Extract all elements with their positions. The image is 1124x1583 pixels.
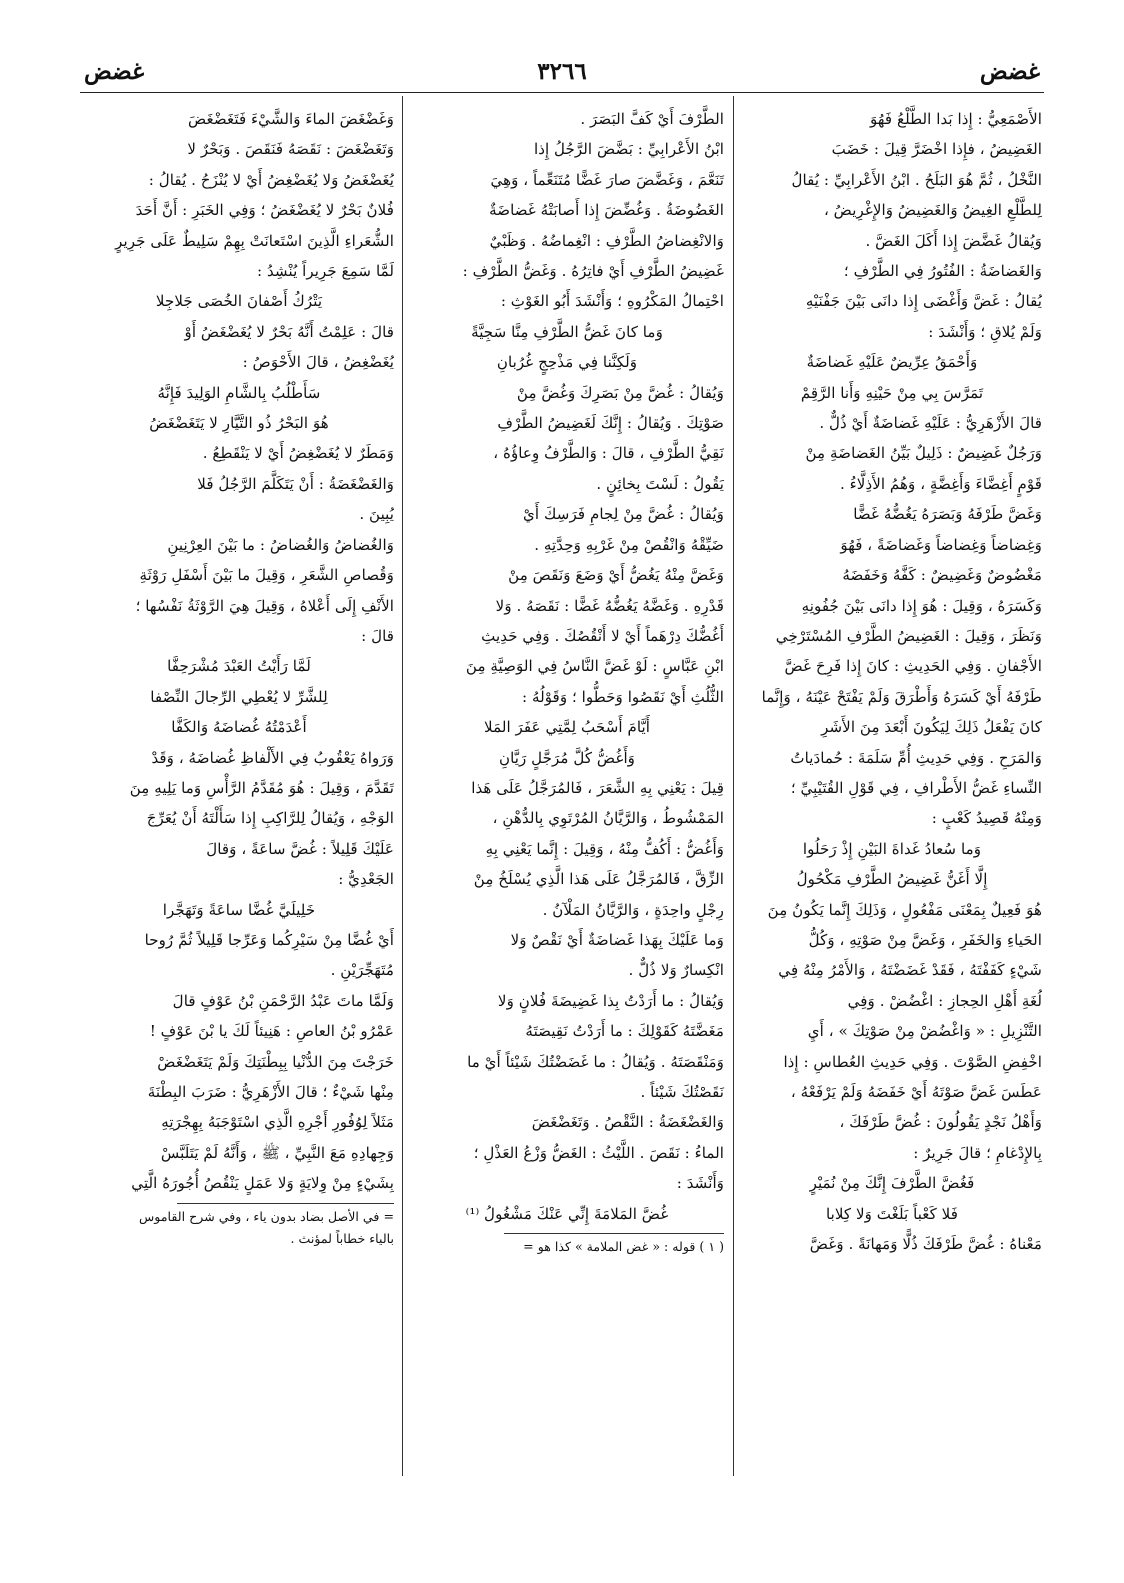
text-line: هُوَ البَحْرُ ذُو التَّيَّارِ لا يَتَغَضْغَضُ — [149, 414, 329, 433]
text-line: وَلَكِنَّنا فِي مَذْحِجٍ غُرُبانِ — [496, 353, 638, 372]
text-line: ابْنُ الأَعْرابِيِّ : بَضَّضَ الرَّجُلُ إِذا — [533, 140, 724, 159]
header-rule — [80, 92, 1044, 93]
text-line: تَقَدَّمَ ، وَقِيلَ : هُوَ مُقَدَّمُ الرَّأْسِ وَما يَلِيهِ مِنَ — [129, 778, 394, 797]
text-line: نَقِيُّ الطَّرْفِ ، قالَ : وَالطَّرْفُ وِعاؤُهُ ، — [493, 444, 724, 463]
text-line: اخْفِضِ الصَّوْتَ . وَفِي حَدِيثِ العُطاسِ : إِذا — [783, 1052, 1042, 1071]
column-middle — [410, 104, 724, 1258]
text-line: غُضَّ المَلامَةَ إِنِّي عَنْكَ مَشْغُولُ ⁽¹⁾ — [465, 1204, 669, 1223]
text-line: وَيُقالُ غَضَّضَ إِذا أَكَلَ الغَضَّ . — [865, 231, 1042, 250]
text-line: الماءُ : نَقَصَ . اللَّيْثُ : الغَضُّ وَزْعُ العَذْلِ ؛ — [473, 1143, 724, 1162]
text-line: المَمْشُوطُ ، وَالرَّيَّانُ المُرْتَوِي بِالدُّهْنِ ، — [492, 809, 724, 828]
text-line: وَما عَلَيْكَ بِهَذا غَضاضَةٌ أَيْ نَقْصٌ وَلا — [510, 930, 724, 949]
text-line: أَيَّامَ أَسْحَبُ لِمَّتِي عَفَرَ المَلا — [484, 718, 650, 737]
text-line: لَمَّا رَأَيْتُ العَبْدَ مُشْرَحِفَّا — [167, 657, 311, 676]
text-line: مَثَلاً لِوُفُورِ أَجْرِهِ الَّذِي اسْتَوْجَبَهُ بِهِجْرَتِهِ — [161, 1113, 394, 1132]
text-line: تَنَعَّمَ ، وَغَضَّضَ صارَ غَضًّا مُتَنَعِّماً ، وَهِيَ — [490, 170, 724, 189]
text-line: كانَ يَفْعَلُ ذَلِكَ لِيَكُونَ أَبْعَدَ مِنَ الأَشَرِ — [821, 718, 1042, 737]
text-line: وَيُقالُ : غُضَّ مِنْ بَصَرِكَ وَغُضَّ مِنْ — [516, 383, 724, 402]
column-right — [742, 104, 1042, 1259]
text-line: مَعْناهُ : غُضَّ طَرْفَكَ ذُلًّا وَمَهانَةً . وَغَضَّ — [809, 1235, 1042, 1254]
text-line: عَمْرُو بْنُ العاصِ : هَنِيئاً لَكَ يا بْنَ عَوْفٍ ! — [149, 1022, 394, 1041]
text-line: يُغَضْغِضُ ، قالَ الأَحْوَصُ : — [242, 353, 394, 372]
text-line: الوَجْهِ ، وَيُقالُ لِلرَّاكِبِ إِذا سَأَلْتَهُ أَنْ يُعَرِّجَ — [146, 809, 394, 828]
text-line: وَكَسَرَهُ ، وَقِيلَ : هُوَ إِذا دانَى بَيْنَ جُفُونِهِ — [801, 596, 1042, 615]
text-line: وَالانْغِضاضُ الطَّرْفِ : انْغِماضُهُ . وَظَبْيٌ — [489, 231, 724, 250]
text-line: الطَّرْفَ أَيْ كَفَّ البَصَرَ . — [580, 110, 724, 128]
text-line: وَما سُعادُ غَداةَ البَيْنِ إِذْ رَحَلُوا — [802, 839, 982, 858]
text-line: إِلَّا أَغَنُّ غَضِيضُ الطَّرْفِ مَكْحُولُ — [796, 870, 988, 889]
text-line: الأَنْفِ إِلَى أَعْلاهُ ، وَقِيلَ هِيَ الرَّوْثَةُ نَفْسُها ؛ — [135, 596, 394, 615]
text-line: وَغِضاضاً وَغِضاضاً وَغَضاضَةً ، فَهُوَ — [840, 535, 1042, 554]
text-line: أَغُضُّكَ دِرْهَماً أَيْ لا أَنْقُصُكَ . وَفِي حَدِيثِ — [481, 626, 724, 645]
footnote-rule — [177, 1203, 394, 1204]
text-line: تَمَرَّسَ بِي مِنْ حَيْنِهِ وَأَنا الرَّقِمْ — [800, 383, 984, 402]
text-line: عَلَيْكَ قَلِيلاً : غُضَّ ساعَةً ، وَقالَ — [206, 839, 394, 858]
text-line: عَطَسَ غَضَّ صَوْتَهُ أَيْ خَفَضَهُ وَلَمْ يَرْفَعْهُ ، — [790, 1083, 1042, 1101]
text-line: فَلا كَعْباً بَلَغْتَ وَلا كِلابا — [825, 1204, 959, 1223]
text-line: وَمِنْهُ قَصِيدُ كَعْبٍ : — [931, 809, 1042, 828]
text-line: طَرْفَهُ أَيْ كَسَرَهُ وَأَطْرَقَ وَلَمْ يَفْتَحْ عَيْنَهُ ، وَإِنَّما — [761, 687, 1042, 706]
text-line: النَّخْلُ ، ثُمَّ هُوَ البَلَحُ . ابْنُ الأَعْرابِيِّ : يُقالُ — [791, 170, 1042, 189]
text-line: وَلَمْ يُلاقِ ؛ وَأَنْشَدَ : — [928, 322, 1042, 341]
text-line: نَقَصْتُكَ شَيْئاً . — [640, 1083, 724, 1101]
text-line: وَيُقالُ : غُضَّ مِنْ لِجامِ فَرَسِكَ أَيْ — [523, 505, 724, 524]
text-line: وَالغَضْغَضَةُ : أَنْ يَتَكَلَّمَ الرَّجُلُ فَلا — [197, 474, 394, 493]
text-line: لِلشَّرِّ لا يُعْطِي الرِّجالَ النِّصْفا — [150, 687, 328, 706]
text-line: وَجِهادِهِ مَعَ النَّبِيِّ ، ﷺ ، وَأَنَّهُ لَمْ يَتَلَبَّسْ — [160, 1143, 394, 1162]
text-line: ابْنِ عَبَّاسٍ : لَوْ غَضَّ النَّاسُ فِي الوَصِيَّةِ مِنَ — [465, 657, 724, 676]
text-line: وَيُقالُ : ما أَرَدْتُ بِذا غَضِيضَةَ فُلانٍ وَلا — [497, 991, 724, 1010]
text-line: الحَياءِ وَالخَفَرِ ، وَغَضَّ مِنْ صَوْتِهِ ، وَكُلُّ — [808, 930, 1042, 949]
text-line: يَقُولُ : لَسْتَ بِخائِنٍ . — [596, 474, 724, 493]
text-line: قالَ : — [361, 626, 394, 645]
text-line: وَالغَضاضَةُ : الفُتُورُ فِي الطَّرْفِ ؛ — [843, 262, 1042, 281]
text-line: لُغَةِ أَهْلِ الحِجازِ : اغْضُضْ . وَفِي — [847, 991, 1042, 1010]
text-line: يُغَضْغَضُ وَلا يُغَضْغِضُ أَيْ لا يُنْزَحُ . يُقالُ : — [148, 170, 394, 189]
text-line: احْتِمالُ المَكْرُوهِ ؛ وَأَنْشَدَ أَبُو الغَوْثِ : — [500, 292, 724, 311]
text-line: مَغْضُوضٌ وَغَضِيضٌ : كَفَّهُ وَخَفَضَهُ — [842, 566, 1042, 585]
column-divider — [402, 96, 403, 1476]
text-line: وَغَضْغَضَ الماءَ وَالشَّيْءَ فَتَغَضْغَضَ — [187, 110, 394, 128]
text-line: هُوَ فَعِيلٌ بِمَعْنَى مَفْعُولٍ ، وَذَلِكَ إِنَّما يَكُونُ مِنَ — [767, 900, 1042, 919]
text-line: وَرَواهُ يَعْقُوبُ فِي الأَلْفاظِ غُضاضَهُ ، وَقَدْ — [151, 748, 394, 767]
text-line: الزِّقَّ ، فَالمُرَجَّلُ عَلَى هَذا الَّذِي يُسْلَخُ مِنْ — [473, 870, 724, 889]
text-line: الثُّلُثِ أَيْ نَقَصُوا وَحَطُّوا ؛ وَقَوْلُهُ : — [522, 687, 724, 706]
text-line: قَدْرِهِ . وَغَضَّهُ يَغُضُّهُ غَضًّا : نَقَصَهُ . وَلا — [495, 596, 724, 615]
text-line: وَالغُضاضُ وَالغُضاضُ : ما بَيْنَ العِرْنِينِ — [167, 535, 394, 554]
text-line: صَوْتِكَ . وَيُقالُ : إِنَّكَ لَغَضِيضُ الطَّرْفِ — [497, 414, 724, 433]
text-line: فَغُضَّ الطَّرْفَ إِنَّكَ مِنْ نُمَيْرٍ — [809, 1174, 975, 1193]
text-line: مِنْها شَيْءٌ ؛ قالَ الأَزْهَرِيُّ : ضَرَبَ البِطْنَةَ — [147, 1083, 394, 1101]
text-line: وَقُصاصِ الشَّعَرِ ، وَقِيلَ ما بَيْنَ أَسْفَلِ رَوْثَةِ — [139, 566, 394, 585]
footnote-line: = في الأصل بضاد بدون ياء ، وفي شرح القاموس — [138, 1208, 394, 1224]
text-line: وَمَطَرٌ لا يُغَضْغِضُ أَيْ لا يَنْقَطِعُ . — [202, 444, 394, 463]
text-line: الجَعْدِيُّ : — [338, 870, 394, 889]
text-line: فُلانٌ بَحْرٌ لا يُغَضْغَضُ ؛ وَفِي الخَبَرِ : أَنَّ أَحَدَ — [135, 201, 394, 220]
text-line: الغَضُوضَةُ . وَغُضِّضَ إِذا أَصابَتْهُ غَضاضَةٌ — [489, 201, 724, 220]
page-number: ٣٢٦٦ — [537, 58, 587, 85]
text-line: وَأَهْلُ نَجْدٍ يَقُولُونَ : غُضَّ طَرْفَكَ ، — [839, 1113, 1042, 1132]
text-line: لَمَّا سَمِعَ جَرِيراً يُنْشِدُ : — [257, 262, 394, 281]
text-line: مَغَضَّتَهُ كَقَوْلِكَ : ما أَرَدْتُ نَقِيصَتَهُ — [525, 1022, 724, 1041]
text-line: قالَ الأَزْهَرِيُّ : عَلَيْهِ غَضاضَةٌ أَيْ ذُلٌّ . — [819, 414, 1042, 433]
column-left — [84, 104, 394, 1250]
text-line: قِيلَ : يَعْنِي بِهِ الشَّعَرَ ، فَالمُرَجَّلُ عَلَى هَذا — [471, 778, 724, 797]
text-line: ضَيِّقْهُ وَانْقُصْ مِنْ غَرْبِهِ وَحِدَّتِهِ . — [534, 535, 724, 554]
text-line: لِلطَّلْعِ الغِيضُ وَالغَضِيضُ وَالإِغْرِيضُ ، — [823, 201, 1042, 220]
text-line: خَلِيلَيَّ غُضَّا ساعَةً وَتَهَجَّرا — [162, 900, 316, 919]
text-line: وَنَظَرَ ، وَقِيلَ : الغَضِيضُ الطَّرْفِ المُسْتَرْخِي — [775, 626, 1042, 645]
text-line: التَّنْزِيلِ : « وَاغْضُضْ مِنْ صَوْتِكَ » ، أَيِ — [807, 1022, 1042, 1041]
headword-left: غضض — [84, 58, 145, 85]
text-line: شَيْءٍ كَفَفْتَهُ ، فَقَدْ غَضَضْتَهُ ، وَالأَمْرُ مِنْهُ فِي — [778, 961, 1042, 980]
text-line: انْكِسارٌ وَلا ذُلٌّ . — [628, 961, 724, 980]
text-line: وَالغَضْغَضَةُ : النَّقْصُ . وَتَغَضْغَضَ — [531, 1113, 724, 1132]
text-line: الأَجْفانِ . وَفِي الحَدِيثِ : كانَ إِذا فَرِحَ غَضَّ — [784, 657, 1042, 676]
text-line: وَما كانَ غَضُّ الطَّرْفِ مِنَّا سَجِيَّةً — [471, 322, 663, 341]
text-line: يَتْرُكُ أَصْفانَ الخُصَى جَلاجِلا — [155, 292, 323, 311]
text-line: وَأَحْمَقُ عِرِّيضٌ عَلَيْهِ غَضاضَةٌ — [806, 353, 978, 372]
text-line: وَالمَرَحِ . وَفِي حَدِيثِ أُمِّ سَلَمَةَ : حُمادَياتُ — [790, 748, 1042, 767]
text-line: سَأَطْلُبُ بِالشَّامِ الوَلِيدَ فَإِنَّهُ — [157, 383, 321, 402]
text-line: يُبِينَ . — [359, 505, 394, 524]
text-line: وَغَضَّ مِنْهُ يَغُضُّ أَيْ وَضَعَ وَنَقَصَ مِنْ — [508, 566, 724, 585]
text-line: أَعْدَمْتُهُ غُضاضَهُ وَالكَفَّا — [171, 718, 307, 737]
column-divider — [733, 96, 734, 1476]
footnote-line: بالياء خطاباً لمؤنث . — [290, 1230, 394, 1246]
text-line: وَمَنْقَصَتَهُ . وَيُقالُ : ما غَضَضْتُكَ شَيْئاً أَيْ ما — [467, 1052, 724, 1071]
text-line: خَرَجْتَ مِنَ الدُّنْيا بِبِطْنَتِكَ وَلَمْ يَتَغَضْغَضْ — [157, 1052, 394, 1071]
text-line: وَرَجُلٌ غَضِيضٌ : ذَلِيلٌ بَيِّنُ الغَضاضَةِ مِنْ — [805, 444, 1042, 463]
text-line: قالَ : عَلِمْتُ أَنَّهُ بَحْرٌ لا يُغَضْغَضُ أَوْ — [184, 322, 394, 341]
text-line: الغَضِيضُ ، فإِذا اخْضَرَّ قِيلَ : خَضَبَ — [831, 140, 1042, 159]
text-line: النِّساءِ غَضُّ الأَطْرافِ ، فِي قَوْلِ القُتَيْبِيِّ ؛ — [790, 778, 1042, 797]
text-line: وَأَغُضُّ كُلَّ مُرَجَّلٍ رَيَّانِ — [498, 748, 636, 767]
text-line: أَيْ غُضَّا مِنْ سَيْرِكُما وَعَرِّجا قَلِيلاً ثُمَّ رُوحا — [144, 930, 394, 949]
text-line: وَأَنْشَدَ : — [676, 1174, 724, 1193]
text-line: وَتَغَضْغَضَ : نَقَصَهُ فَنَقَصَ . وَبَحْرٌ لا — [187, 140, 394, 159]
text-line: الشُّعَراءِ الَّذِينَ اسْتَعانَتْ بِهِمْ سَلِيطٌ عَلَى جَرِيرٍ — [115, 231, 394, 250]
footnote-line: ( ١ ) قوله : « غض الملامة » كذا هو = — [523, 1239, 724, 1255]
text-line: بِشَيْءٍ مِنْ وِلايَةٍ وَلا عَمَلٍ يَنْقُصُ أُجُورَهُ الَّتِي — [131, 1174, 394, 1193]
text-line: وَلَمَّا ماتَ عَبْدُ الرَّحْمَنِ بْنُ عَوْفٍ قالَ — [172, 991, 394, 1010]
text-line: وَأَغُضُّ : أَكُفُّ مِنْهُ ، وَقِيلَ : إِنَّما يَعْنِي بِهِ — [485, 839, 724, 858]
text-line: يُقالُ : غَضَّ وَأَغْضَى إِذا دانَى بَيْنَ جَفْنَيْهِ — [805, 292, 1042, 311]
headword-right: غضض — [979, 58, 1040, 85]
text-line: غَضِيضُ الطَّرْفِ أَيْ فاتِرُهُ . وَغَضُّ الطَّرْفِ : — [462, 262, 724, 281]
text-line: الأَصْمَعِيُّ : إِذا بَدا الطَّلْعُ فَهُوَ — [870, 110, 1042, 128]
text-line: بِالإِدْغامِ ؛ قالَ جَرِيرٌ : — [913, 1143, 1042, 1162]
text-line: قَوْمٍ أَغِضَّاءَ وَأَغِضَّةٍ ، وَهُمُ الأَذِلَّاءُ . — [839, 474, 1042, 493]
footnote-rule — [504, 1233, 724, 1234]
text-line: وَغَضَّ طَرْفَهُ وَبَصَرَهُ يَغُضُّهُ غَضًّا — [853, 505, 1042, 524]
text-line: رِجْلٍ واحِدَةٍ ، وَالرَّيَّانُ المَلْآنُ . — [542, 900, 724, 919]
text-line: مُتَهَجِّرَيْنِ . — [330, 961, 394, 980]
